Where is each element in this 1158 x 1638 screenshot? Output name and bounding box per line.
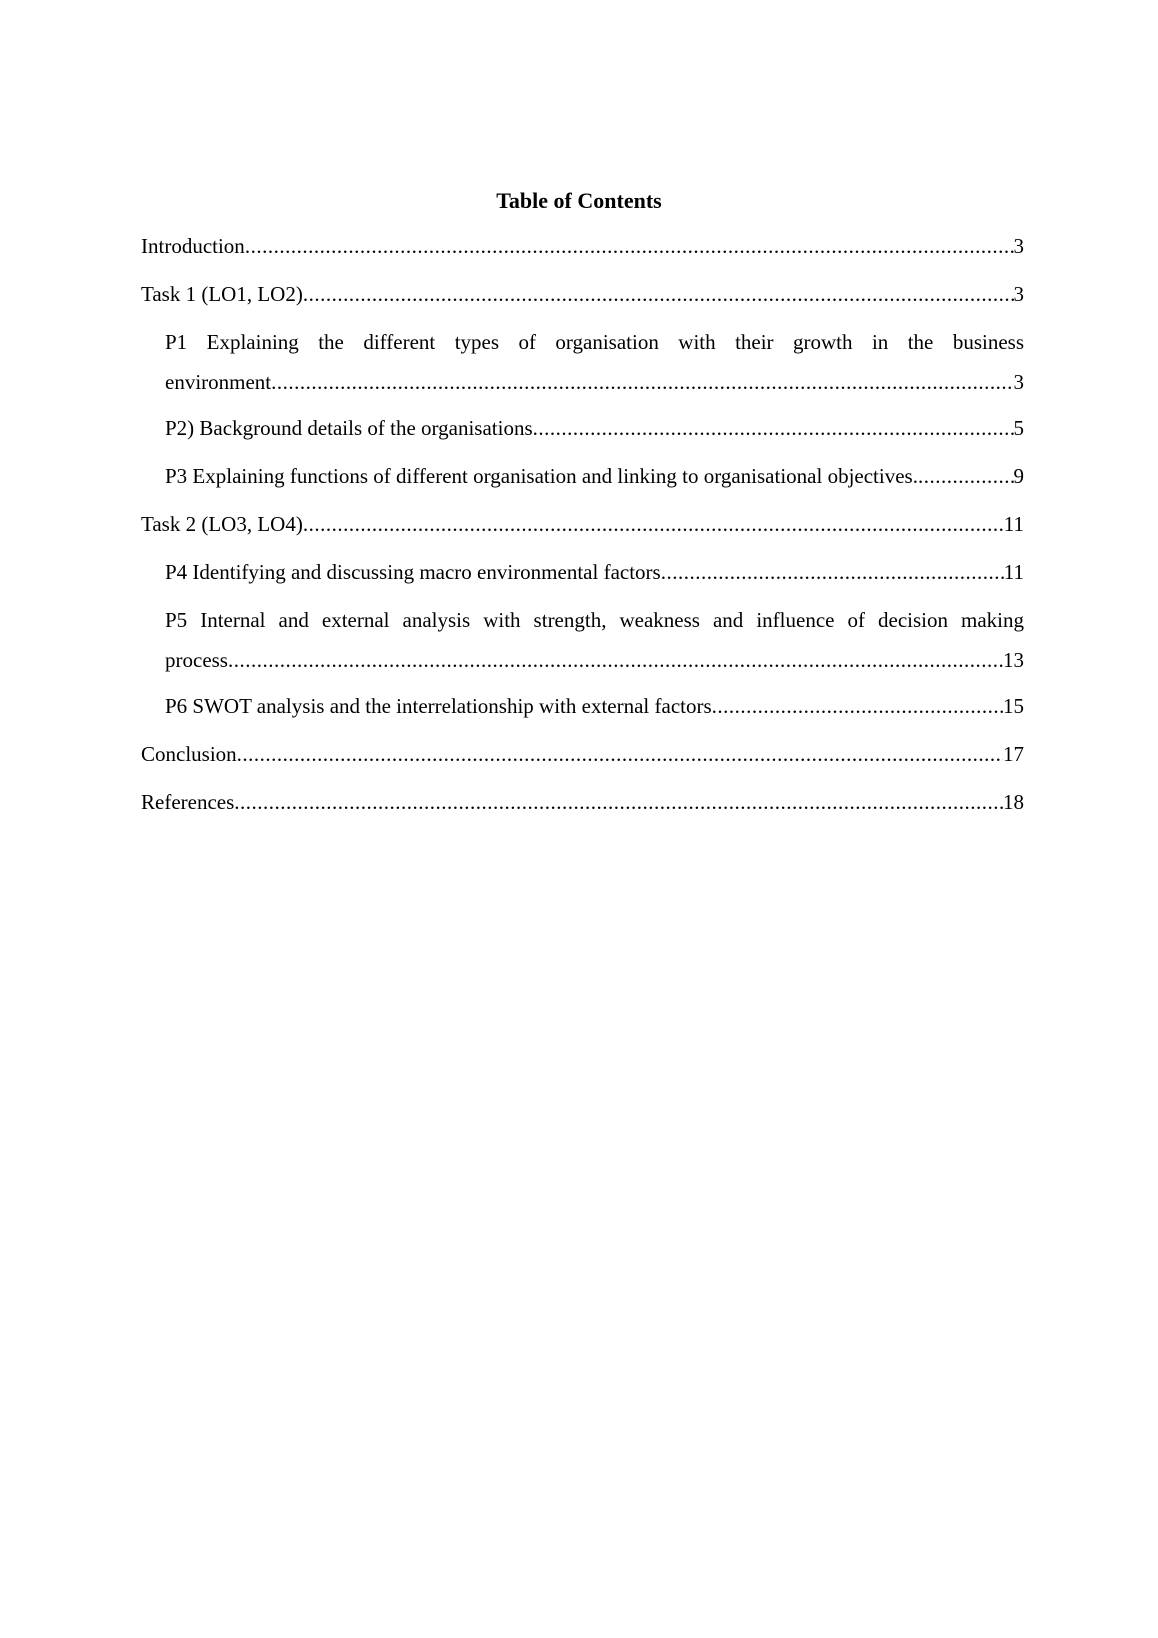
toc-entry-label: process <box>165 648 228 672</box>
toc-entry-p2[interactable] <box>165 408 1024 448</box>
toc-entry-label: References <box>141 790 235 814</box>
toc-entry-label: environment <box>165 370 272 394</box>
toc-entry-conclusion[interactable] <box>141 734 1024 774</box>
dot-leader <box>303 504 1004 544</box>
dot-leader <box>271 362 1013 402</box>
dot-leader <box>234 782 1003 822</box>
toc-page-number: 13 <box>1003 648 1024 672</box>
toc-entry-label: P2) Background details of the organisations <box>165 416 533 440</box>
toc-entry-label: Introduction <box>141 234 245 258</box>
dot-leader <box>228 640 1003 680</box>
toc-entry-label: Task 1 (LO1, LO2) <box>141 282 303 306</box>
toc-page-number: 11 <box>1003 512 1024 536</box>
toc-entry-introduction[interactable] <box>141 226 1024 266</box>
toc-entry-label-line1: P1 Explaining the different types of organisation with their growth in the business <box>165 330 1024 354</box>
toc-page-number: 3 <box>1013 282 1024 306</box>
toc-entry-p1[interactable] <box>165 322 1024 402</box>
toc-page-number: 18 <box>1003 790 1024 814</box>
toc-page-number: 17 <box>1003 742 1024 766</box>
toc-entry-task-2[interactable] <box>141 504 1024 544</box>
dot-leader <box>303 274 1014 314</box>
toc-page-number: 9 <box>1013 464 1024 488</box>
dot-leader <box>533 408 1014 448</box>
toc-entry-p5[interactable] <box>165 600 1024 680</box>
toc-entry-p4[interactable] <box>165 552 1024 592</box>
toc-entry-task-1[interactable] <box>141 274 1024 314</box>
toc-entry-p6[interactable] <box>165 686 1024 726</box>
toc-entry-references[interactable] <box>141 782 1024 822</box>
toc-entry-label: P6 SWOT analysis and the interrelationship with external factors <box>165 694 712 718</box>
toc-entry-label: Task 2 (LO3, LO4) <box>141 512 303 536</box>
toc-entry-label: Conclusion <box>141 742 237 766</box>
toc-page-number: 11 <box>1003 560 1024 584</box>
dot-leader <box>712 686 1003 726</box>
toc-entry-label: P4 Identifying and discussing macro environmental factors <box>165 560 661 584</box>
toc-page-number: 15 <box>1003 694 1024 718</box>
toc-entry-label-line1: P5 Internal and external analysis with strength, weakness and influence of decision making <box>165 608 1024 632</box>
toc-entry-p3[interactable] <box>165 456 1024 496</box>
dot-leader <box>918 456 1014 496</box>
toc-page-number: 5 <box>1013 416 1024 440</box>
toc-page-number: 3 <box>1013 234 1024 258</box>
dot-leader <box>661 552 1004 592</box>
dot-leader <box>237 734 1003 774</box>
page-title: Table of Contents <box>496 188 662 213</box>
toc-page-number: 3 <box>1013 370 1024 394</box>
dot-leader <box>245 226 1014 266</box>
toc-entry-label: P3 Explaining functions of different organisation and linking to organisational objectives. <box>165 464 918 488</box>
